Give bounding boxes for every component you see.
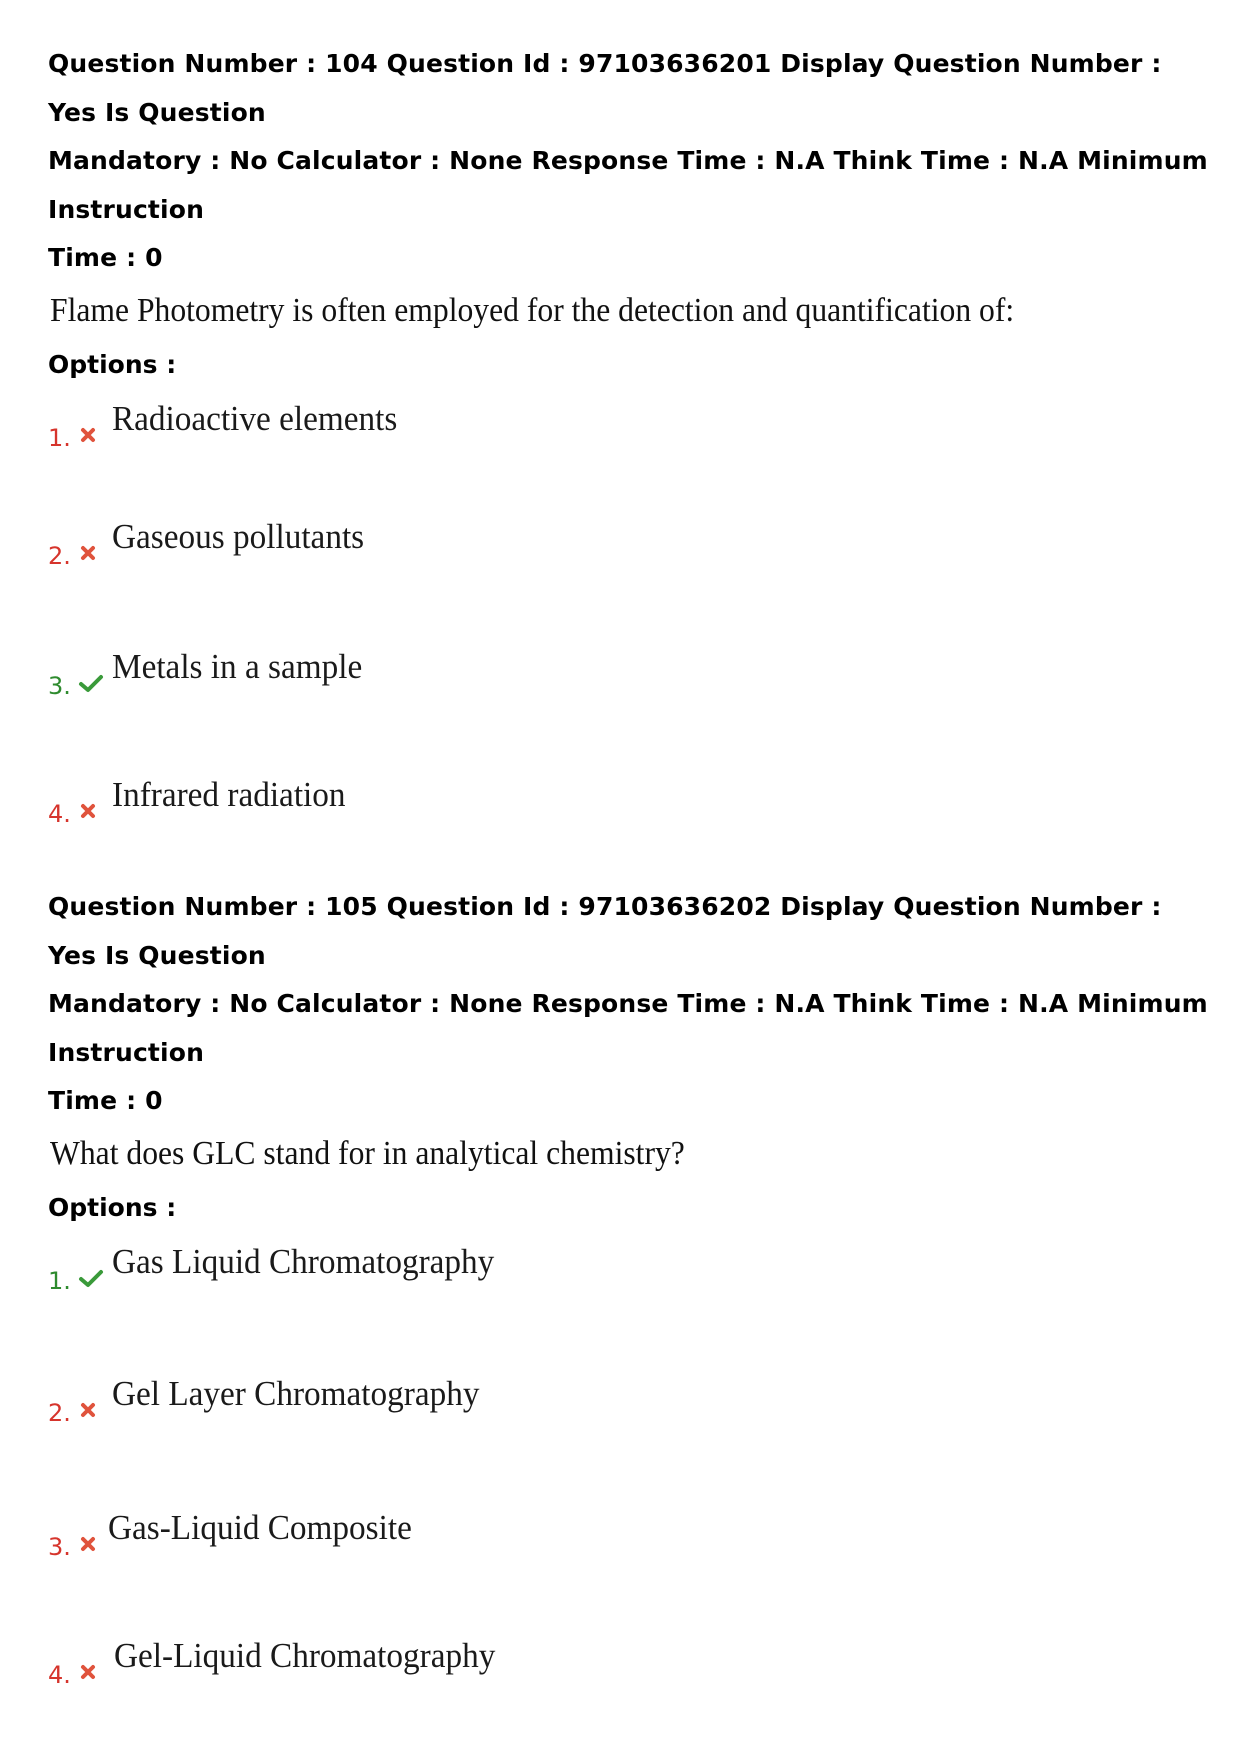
question-meta-line-2: Mandatory : No Calculator : None Response Time : N.A Think Time : N.A Minimum Instruction <box>48 146 1208 224</box>
question-block-104 <box>48 40 1208 903</box>
cross-icon <box>78 1400 98 1420</box>
option-text: Gas-Liquid Composite <box>108 1507 412 1547</box>
question-meta-line-3: Time : 0 <box>48 1086 163 1115</box>
cross-icon <box>78 543 98 563</box>
question-meta <box>48 883 1208 1126</box>
option-item <box>48 1506 1208 1634</box>
question-text: Flame Photometry is often employed for the detection and quantification of: <box>50 291 1015 329</box>
option-number: 1. <box>48 1266 71 1295</box>
options-label: Options : <box>48 1192 177 1222</box>
cross-icon <box>78 801 98 821</box>
cross-icon <box>78 1534 98 1554</box>
option-text: Gaseous pollutants <box>112 516 365 556</box>
option-item <box>48 1372 1208 1506</box>
cross-icon <box>78 425 98 445</box>
option-item <box>48 397 1208 515</box>
cross-icon <box>78 1662 98 1682</box>
option-item <box>48 1240 1208 1372</box>
option-text: Gel Layer Chromatography <box>112 1373 480 1413</box>
check-icon <box>78 1268 104 1288</box>
option-number: 3. <box>48 1532 71 1561</box>
options-list <box>48 397 1208 903</box>
option-number: 1. <box>48 423 71 452</box>
option-number: 4. <box>48 799 71 828</box>
option-number: 2. <box>48 541 71 570</box>
option-text: Infrared radiation <box>112 774 346 814</box>
options-label: Options : <box>48 349 177 379</box>
question-meta-line-1: Question Number : 104 Question Id : 97103636201 Display Question Number : Yes Is Question <box>48 49 1162 127</box>
option-item <box>48 1634 1208 1764</box>
options-list <box>48 1240 1208 1764</box>
option-text: Radioactive elements <box>112 398 398 438</box>
question-meta-line-3: Time : 0 <box>48 243 163 272</box>
option-text: Gas Liquid Chromatography <box>112 1241 495 1281</box>
question-meta <box>48 40 1208 283</box>
check-icon <box>78 673 104 693</box>
question-meta-line-2: Mandatory : No Calculator : None Response Time : N.A Think Time : N.A Minimum Instruction <box>48 989 1208 1067</box>
option-item <box>48 645 1208 773</box>
question-meta-line-1: Question Number : 105 Question Id : 97103636202 Display Question Number : Yes Is Question <box>48 892 1162 970</box>
option-item <box>48 515 1208 645</box>
question-text: What does GLC stand for in analytical chemistry? <box>50 1134 685 1172</box>
option-text: Metals in a sample <box>112 646 363 686</box>
option-text: Gel-Liquid Chromatography <box>114 1635 496 1675</box>
option-number: 4. <box>48 1660 71 1689</box>
option-number: 3. <box>48 671 71 700</box>
option-number: 2. <box>48 1398 71 1427</box>
question-block-105 <box>48 883 1208 1764</box>
